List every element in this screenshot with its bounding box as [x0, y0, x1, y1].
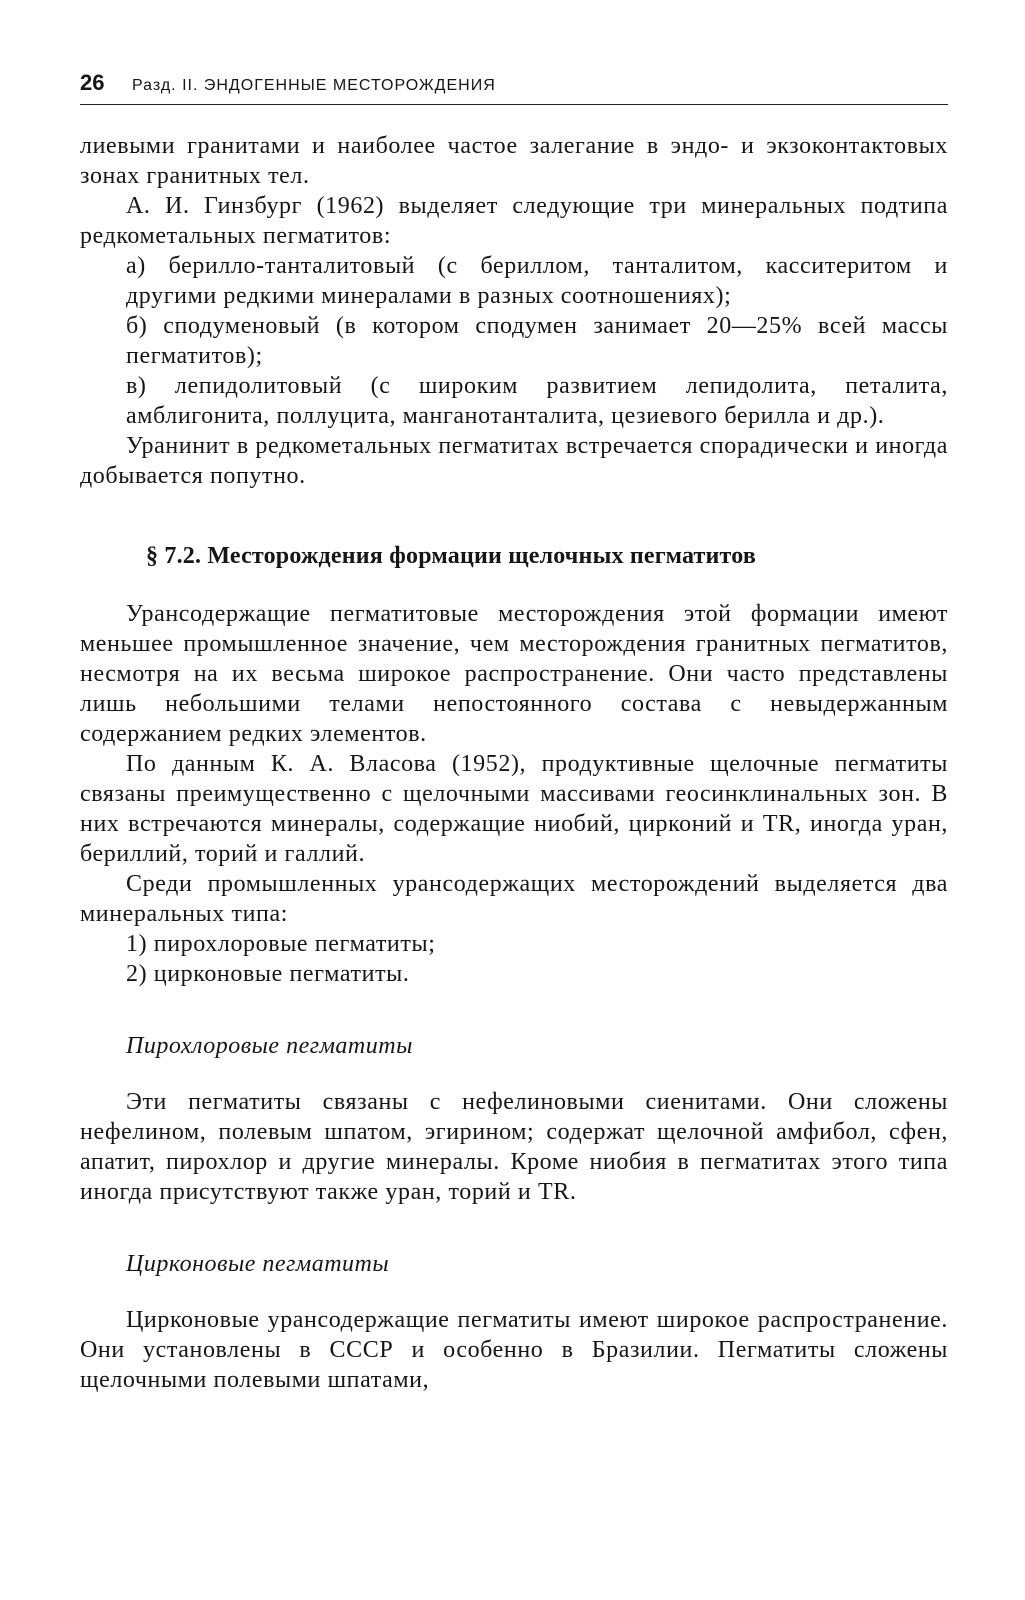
page-number: 26	[80, 70, 105, 95]
paragraph-vlasov: По данным К. А. Власова (1952), продуктивные щелочные пегматиты связаны преимущественно с щелочными массивами геосинклинальных зон. В них встречаются минералы, содержащие ниобий, цирконий и TR, иногда уран, бериллий, торий и галлий.	[80, 751, 948, 867]
header-rule	[80, 104, 948, 105]
list-item-subtype-b: б) сподуменовый (в котором сподумен занимает 20—25% всей массы пегматитов);	[126, 313, 948, 369]
paragraph-section-intro: Урансодержащие пегматитовые месторождения этой формации имеют меньшее промышленное значение, чем месторождения гранитных пегматитов, несмотря на их весьма широкое распространение. Они часто представлены лишь небольшими телами непостоянного состава с невыдержанным содержанием редких элементов.	[80, 601, 948, 747]
subheading-zircon: Цирконовые пегматиты	[126, 1251, 390, 1277]
list-item-type-1: 1) пирохлоровые пегматиты;	[126, 931, 436, 957]
list-item-subtype-a: а) берилло-танталитовый (с бериллом, танталитом, касситеритом и другими редкими минералами в разных соотношениях);	[126, 253, 948, 309]
section-heading: § 7.2. Месторождения формации щелочных пегматитов	[146, 543, 756, 569]
running-title: Разд. II. ЭНДОГЕННЫЕ МЕСТОРОЖДЕНИЯ	[132, 77, 496, 94]
subheading-pyrochlore: Пирохлоровые пегматиты	[126, 1033, 413, 1059]
book-page	[80, 70, 948, 1395]
running-head	[80, 70, 948, 104]
list-item-type-2: 2) цирконовые пегматиты.	[126, 961, 410, 987]
body-text	[80, 131, 948, 1395]
paragraph-ginzburg: А. И. Гинзбург (1962) выделяет следующие три минеральных подтипа редкометальных пегматитов:	[80, 193, 948, 249]
paragraph-zircon: Цирконовые урансодержащие пегматиты имеют широкое распространение. Они установлены в СССР и особенно в Бразилии. Пегматиты сложены щелочными полевыми шпатами,	[80, 1307, 948, 1393]
list-item-subtype-c: в) лепидолитовый (с широким развитием лепидолита, петалита, амблигонита, поллуцита, манганотанталита, цезиевого берилла и др.).	[126, 373, 948, 429]
paragraph-types-intro: Среди промышленных урансодержащих месторождений выделяется два минеральных типа:	[80, 871, 948, 927]
paragraph-pyrochlore: Эти пегматиты связаны с нефелиновыми сиенитами. Они сложены нефелином, полевым шпатом, эгирином; содержат щелочной амфибол, сфен, апатит, пирохлор и другие минералы. Кроме ниобия в пегматитах этого типа иногда присутствуют также уран, торий и TR.	[80, 1089, 948, 1205]
paragraph-continued: лиевыми гранитами и наиболее частое залегание в эндо- и экзоконтактовых зонах гранитных тел.	[80, 133, 948, 189]
paragraph-uraninite: Уранинит в редкометальных пегматитах встречается спорадически и иногда добывается попутно.	[80, 433, 948, 489]
